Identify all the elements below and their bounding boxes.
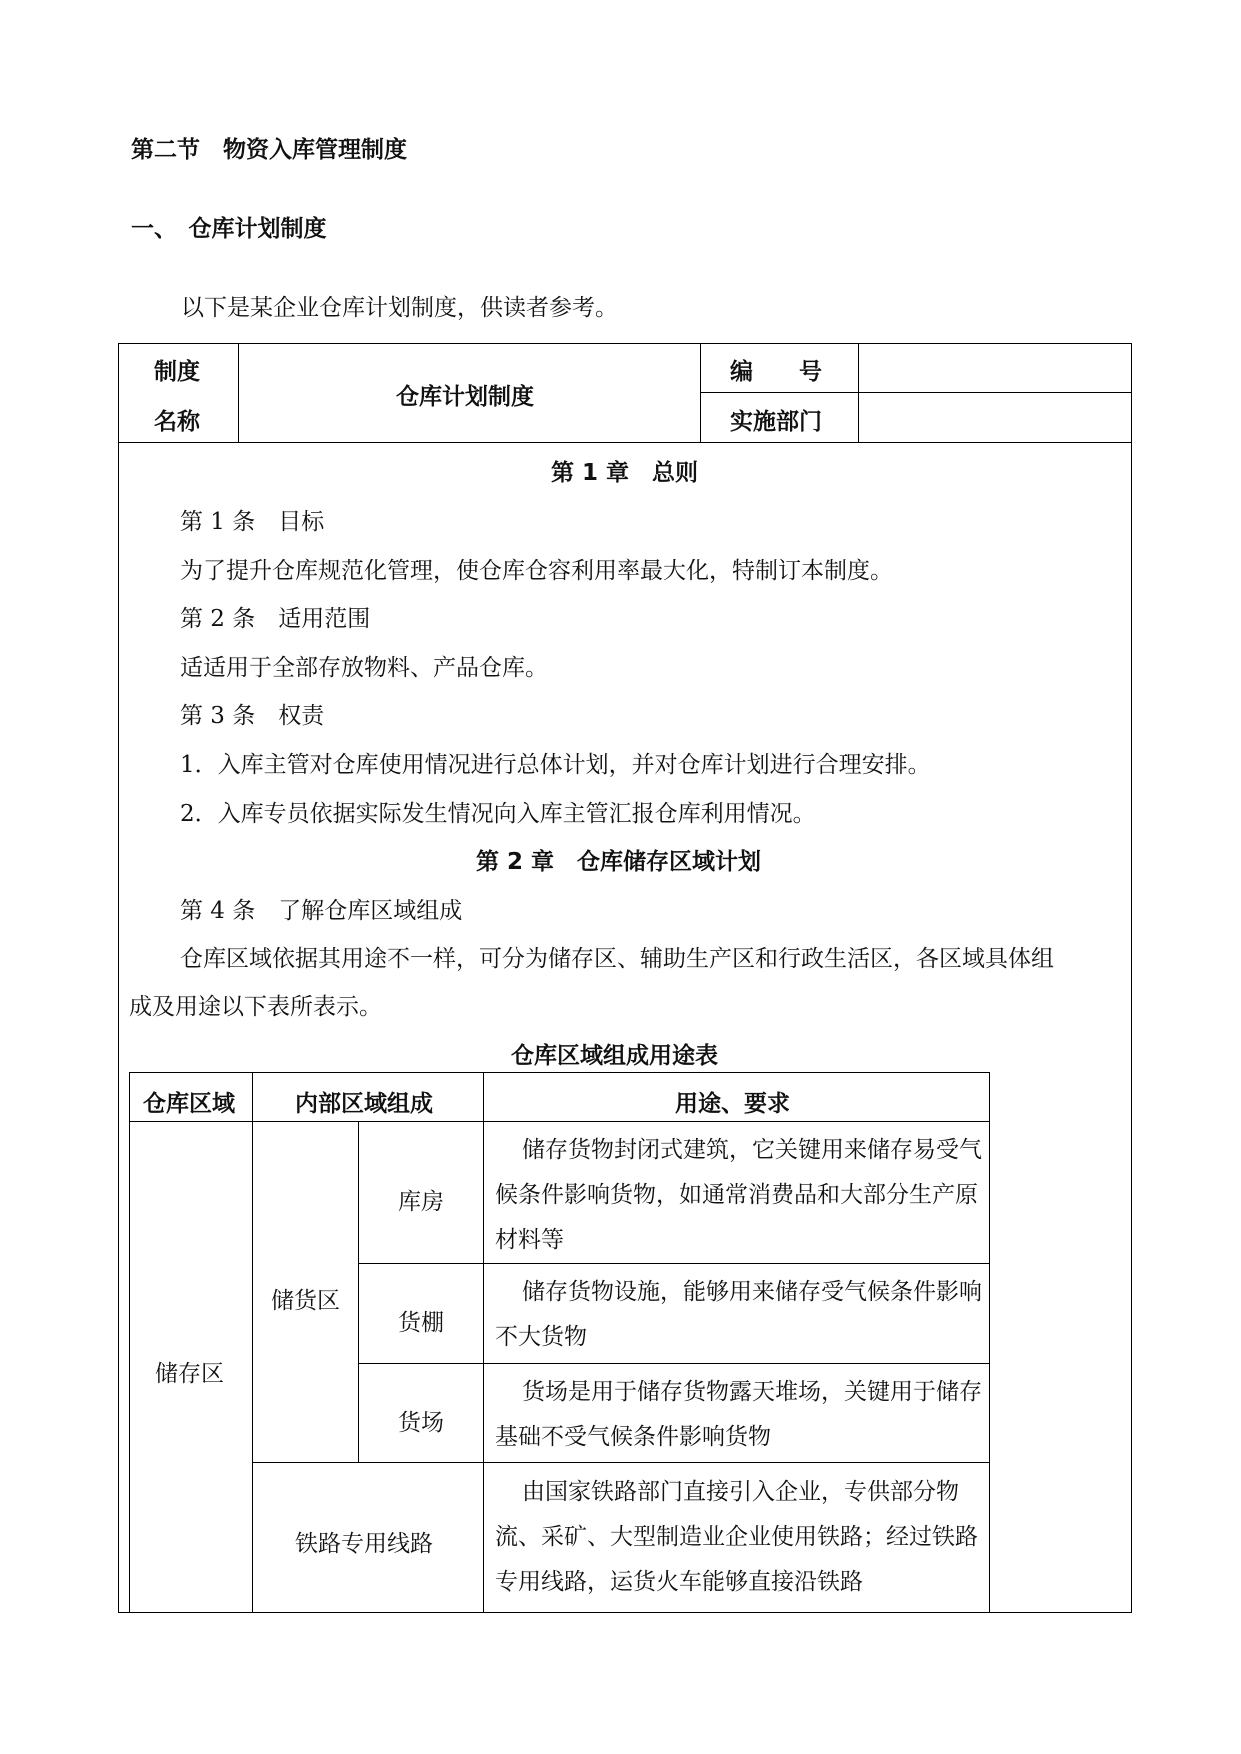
art4-title: 第 4 条 了解仓库区域组成 (180, 898, 463, 924)
name-label-2: 名称 (154, 409, 200, 435)
intro-text: 以下是某企业仓库计划制度，供读者参考。 (181, 295, 618, 321)
row-name-warehouse: 库房 (398, 1189, 444, 1215)
art2-title: 第 2 条 适用范围 (180, 606, 371, 632)
row-name-yard: 货场 (398, 1410, 444, 1436)
chapter2-title: 第 2 章 仓库储存区域计划 (476, 849, 762, 875)
row-use-railway: 由国家铁路部门直接引入企业，专供部分物流、采矿、大型制造业企业使用铁路；经过铁路专用线路，运货火车能够直接沿铁路 (495, 1479, 978, 1595)
row-use-yard: 货场是用于储存货物露天堆场，关键用于储存基础不受气候条件影响货物 (495, 1379, 982, 1450)
chapter1-title: 第 1 章 总则 (551, 460, 699, 486)
area-table-caption: 仓库区域组成用途表 (511, 1043, 718, 1069)
region-storage: 储存区 (155, 1361, 224, 1387)
art3-item2: 2．入库专员依据实际发生情况向入库主管汇报仓库利用情况。 (180, 801, 816, 827)
row-use-shed: 储存货物设施，能够用来储存受气候条件影响不大货物 (495, 1279, 982, 1350)
subgroup-storage: 储货区 (271, 1288, 340, 1314)
subsection-title: 一、 仓库计划制度 (131, 216, 327, 242)
row-use-warehouse: 储存货物封闭式建筑，它关键用来储存易受气候条件影响货物，如通常消费品和大部分生产原材料等 (495, 1137, 982, 1253)
header-region: 仓库区域 (143, 1091, 235, 1117)
art1-text: 为了提升仓库规范化管理，使仓库仓容利用率最大化，特制订本制度。 (180, 558, 893, 584)
dept-label: 实施部门 (730, 409, 822, 435)
section-title: 第二节 物资入库管理制度 (131, 137, 407, 163)
art2-text: 适适用于全部存放物料、产品仓库。 (180, 655, 548, 681)
art1-title: 第 1 条 目标 (180, 509, 325, 535)
art3-title: 第 3 条 权责 (180, 703, 325, 729)
row-name-shed: 货棚 (398, 1310, 444, 1336)
row-name-railway: 铁路专用线路 (295, 1531, 433, 1557)
policy-name: 仓库计划制度 (396, 384, 534, 410)
art3-item1: 1．入库主管对仓库使用情况进行总体计划，并对仓库计划进行合理安排。 (180, 752, 931, 778)
art4-text-2: 成及用途以下表所表示。 (129, 994, 382, 1020)
name-label-1: 制度 (154, 359, 200, 385)
header-components: 内部区域组成 (295, 1091, 433, 1117)
header-usage: 用途、要求 (675, 1091, 790, 1117)
code-label: 编 号 (730, 359, 822, 385)
art4-text-1: 仓库区域依据其用途不一样，可分为储存区、辅助生产区和行政生活区，各区域具体组 (180, 946, 1054, 972)
